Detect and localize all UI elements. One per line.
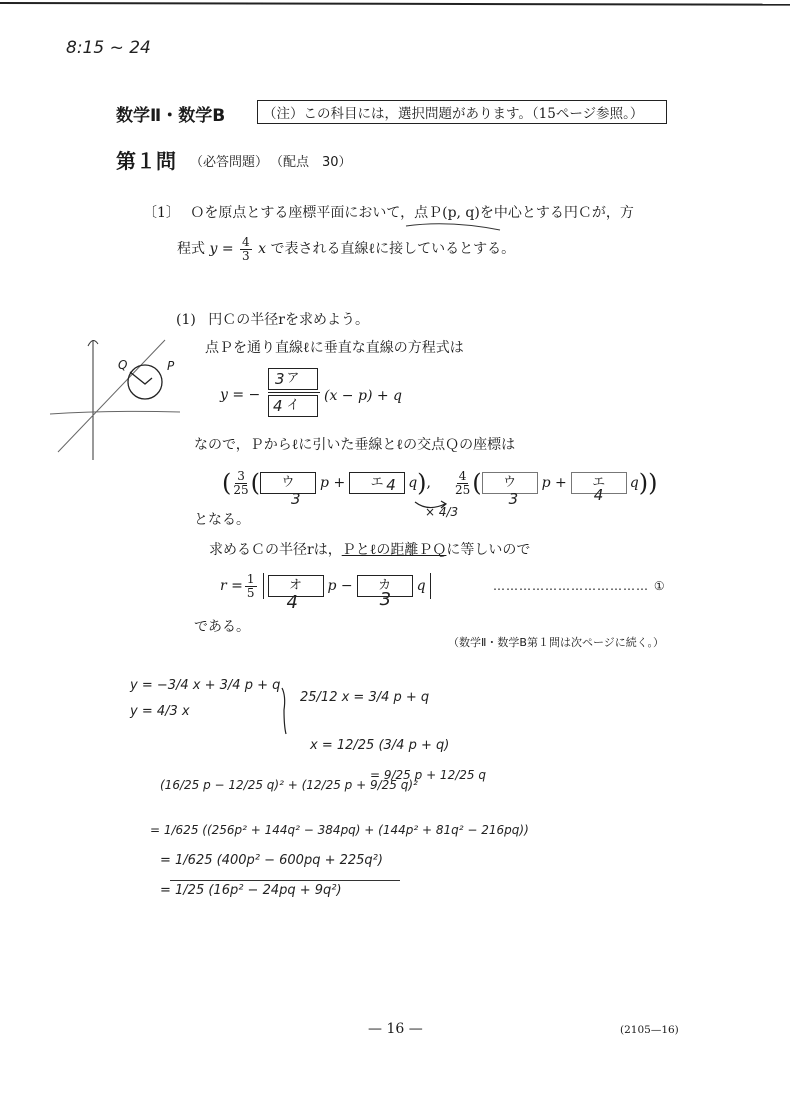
q-coordinate-expression [222,469,658,509]
answer-fraction-a-i [268,368,320,417]
abs-bar-left [263,573,264,599]
sketch-label-p: P [167,359,175,373]
answer-box-e-2[interactable] [571,472,627,505]
box-label-e: エ [592,475,606,491]
fraction-4-3 [240,236,252,262]
hw-line-5: = 9/25 p + 12/25 q [370,768,486,782]
radius-text-underlined: Ｐとℓの距離ＰＱ [341,542,447,558]
part1-line2-b: で表される直線ℓに接しているとする。 [270,241,516,258]
hw-line-1: y = −3/4 x + 3/4 p + q [130,678,281,693]
frac-den: 25 [454,482,471,497]
hw-brace [280,686,290,736]
sub1-heading [176,313,369,327]
box-label-u: ウ [281,475,295,491]
paren-open: ( [222,469,232,498]
frac-num: 3 [237,469,245,483]
answer-box-o[interactable] [268,575,324,614]
part-label: 〔1〕 [143,205,180,221]
fraction-bar [268,392,320,393]
sub-label: (1) [176,312,196,328]
perp-text: 点Ｐを通り直線ℓに垂直な直線の方程式は [205,340,464,356]
box-label-u: ウ [503,475,517,491]
hw-line-4: x = 12/25 (3/4 p + q) [310,738,450,753]
sketch-label-q: Q [118,358,128,372]
frac-den: 5 [246,585,255,600]
hw-answer-ka: 3 [379,589,392,611]
box-label-ka: カ [378,578,392,594]
tonaru-text: となる。 [194,512,250,528]
hw-coordinate-sketch [50,330,200,460]
question-title: 第１問 [116,149,176,173]
answer-box-u-2[interactable] [482,472,538,509]
scan-edge-line [0,2,790,6]
handwritten-time: 8:15 ~ 24 [66,38,151,58]
fraction-4-25 [455,470,470,496]
answer-box-i[interactable] [268,395,318,417]
sub1-text: 円Ｃの半径rを求めよう。 [208,312,369,328]
part1-line1 [143,206,634,220]
points-label: （配点 30） [270,155,352,170]
hw-line-8: = 1/625 (400p² − 600pq + 225q²) [160,853,383,868]
paren-close: )) [638,469,658,498]
page-number: — 16 — [368,1021,423,1037]
frac-num: 1 [246,572,255,586]
selection-note: （注）この科目には，選択問題があります。（15ページ参照。） [257,100,667,124]
eq-y-minus: y = − [220,387,261,403]
answer-box-a[interactable] [268,368,318,390]
equation-marker-1: ……………………………… ① [493,579,666,593]
hw-underline [170,880,400,881]
part1-line2-a: 程式 [177,241,205,258]
hw-answer-e: 4 [386,476,396,495]
var-q: q [629,475,639,492]
q-coordinate-text: なので，Ｐからℓに引いた垂線とℓの交点Ｑの座標は [194,437,516,453]
var-p: p + [541,475,567,492]
hw-answer-u-2: 3 [508,490,519,509]
var-p-minus: p − [327,578,353,595]
radius-text [209,543,530,557]
hw-answer-o: 4 [286,592,298,614]
fraction-1-5 [245,573,257,599]
eq-y: y = [209,241,234,258]
hw-answer-a: 3 [275,370,285,388]
hw-line-3: 25/12 x = 3/4 p + q [300,690,430,705]
hw-answer-u: 3 [291,490,301,509]
var-q: q [416,578,426,595]
hw-underline-curve [404,222,504,234]
box-label-i: イ [286,398,300,413]
box-label-o: オ [289,578,303,594]
subject-title: 数学Ⅱ・数学B [116,106,226,126]
page-code: (2105—16) [620,1024,679,1036]
answer-box-e[interactable] [349,472,405,494]
continue-note: （数学Ⅱ・数学B第１問は次ページに続く。） [448,636,665,649]
fraction-3-25 [233,470,248,496]
frac-den: 25 [233,482,249,497]
paren-open: ( [250,469,261,498]
hw-line-2: y = 4/3 x [130,704,190,719]
paren-close: ) [417,469,427,498]
hw-line-9: = 1/25 (16p² − 24pq + 9q²) [160,883,342,898]
r-equals: r = [220,578,243,595]
comma: , [426,475,431,492]
dearu-text: である。 [194,619,250,635]
paren-open: ( [472,469,482,498]
radius-equation [220,572,431,614]
answer-box-u[interactable] [260,472,316,509]
eq-rest: (x − p) + q [324,388,403,404]
frac-den: 3 [242,248,250,263]
frac-num: 4 [458,469,467,483]
answer-box-ka[interactable] [357,575,413,611]
eq-x: x [258,241,266,258]
part1-text-b: を中心とする円Ｃが，方 [479,205,634,221]
var-p: p + [320,475,346,492]
abs-bar-right [430,573,431,599]
part1-line2 [177,236,515,262]
hw-times-4-3: × 4/3 [425,505,459,519]
hw-answer-e-2: 4 [593,486,604,505]
box-label-e: エ [370,475,384,491]
radius-text-a: 求めるＣの半径rは， [209,542,342,558]
point-p: 点Ｐ(p, q) [414,205,480,221]
frac-num: 4 [242,235,250,249]
box-label-a: ア [286,371,300,386]
hw-line-7: = 1/625 ((256p² + 144q² − 384pq) + (144p² + 81q² − 216pq)) [150,823,529,837]
part1-text-a: Ｏを原点とする座標平面において， [190,205,415,221]
radius-text-b: に等しいので [446,542,531,558]
hw-line-6: (16/25 p − 12/25 q)² + (12/25 p + 9/25 q)² [160,778,418,792]
hw-answer-i: 4 [273,397,283,415]
var-q: q [408,475,418,492]
required-label: （必答問題） [190,155,269,170]
